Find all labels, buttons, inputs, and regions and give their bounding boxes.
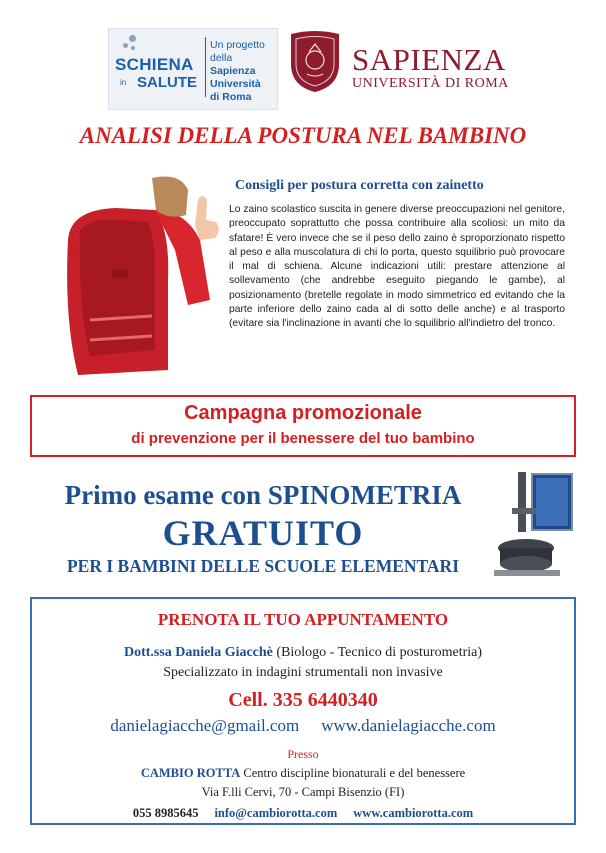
centre-website: www.cambiorotta.com <box>353 806 474 820</box>
child-with-backpack-image <box>60 170 225 380</box>
exam-headline: Primo esame con SPINOMETRIA <box>64 480 462 510</box>
doctor-website: www.danielagiacche.com <box>321 716 496 735</box>
booking-title: PRENOTA IL TUO APPUNTAMENTO <box>157 610 449 629</box>
exam-free-label: GRATUITO <box>162 513 364 553</box>
centre-phone: 055 8985645 <box>132 806 199 820</box>
logo-word-schiena: SCHIENA <box>115 55 194 74</box>
doctor-role: (Biologo - Tecnico di posturometria) <box>272 645 483 660</box>
centre-email: info@cambiorotta.com <box>214 806 338 820</box>
campaign-title: Campagna promozionale <box>184 402 422 424</box>
project-line-1: Un progetto <box>210 39 265 51</box>
booking-box <box>30 597 576 825</box>
spinometry-device-image <box>488 468 578 580</box>
doctor-contacts <box>32 716 574 736</box>
project-line-2: della Sapienza <box>210 52 256 77</box>
campaign-subtitle: di prevenzione per il benessere del tuo bambino <box>131 430 475 447</box>
specialization-text: Specializzato in indagini strumentali non invasive <box>163 665 443 680</box>
sapienza-seal-icon <box>287 30 343 94</box>
centre-line <box>32 766 574 781</box>
doctor-email: danielagiacche@gmail.com <box>110 716 300 735</box>
tips-body-text: Lo zaino scolastico suscita in genere diverse preoccupazioni nel genitore, preoccupato soprattutto che possa contribuire alla scoliosi: un mito da sfatare! È vero invece che se il peso dello zaino è sproporzionato rispetto al peso e alla muscolatura di chi lo porta, questo squilibrio può provocare il mal di schiena. Alcune indicazioni utili: prestare attenzione al sollevamento (che andrebbe eseguito piegando le gambe), al posizionamento (bretelle regolate in modo simmetrico ed evitando che la parte inferiore dello zaino cada al di sotto delle anche) e al trasporto (evitare sia l'inclinazione in avanti che lo squilibrio all'indietro del tronco. <box>229 204 565 330</box>
campaign-box <box>30 395 576 457</box>
logo-word-salute: SALUTE <box>137 74 197 91</box>
doctor-name: Dott.ssa Daniela Giacchè <box>123 645 273 660</box>
doctor-line <box>32 645 574 661</box>
centre-description: Centro discipline bionaturali e del benessere <box>240 766 466 780</box>
page-title: ANALISI DELLA POSTURA NEL BAMBINO <box>79 123 527 148</box>
sapienza-name: SAPIENZA <box>352 42 506 77</box>
logo-divider <box>205 37 206 97</box>
exam-target-text: PER I BAMBINI DELLE SCUOLE ELEMENTARI <box>66 556 460 576</box>
logo-word-in: in <box>120 78 127 87</box>
tips-heading: Consigli per postura corretta con zainetto <box>235 178 484 193</box>
project-line-4: di Roma <box>210 91 252 103</box>
cell-phone: Cell. 335 6440340 <box>228 689 378 711</box>
project-line-3: Università <box>210 78 261 90</box>
sapienza-subtitle: UNIVERSITÀ DI ROMA <box>352 76 509 91</box>
logo-project-text <box>210 39 277 104</box>
centre-address: Via F.lli Cervi, 70 - Campi Bisenzio (FI) <box>201 785 405 799</box>
schiena-in-salute-logo <box>108 28 278 110</box>
centre-contacts <box>32 806 574 821</box>
centre-name: CAMBIO ROTTA <box>140 766 241 780</box>
presso-label: Presso <box>287 747 319 761</box>
